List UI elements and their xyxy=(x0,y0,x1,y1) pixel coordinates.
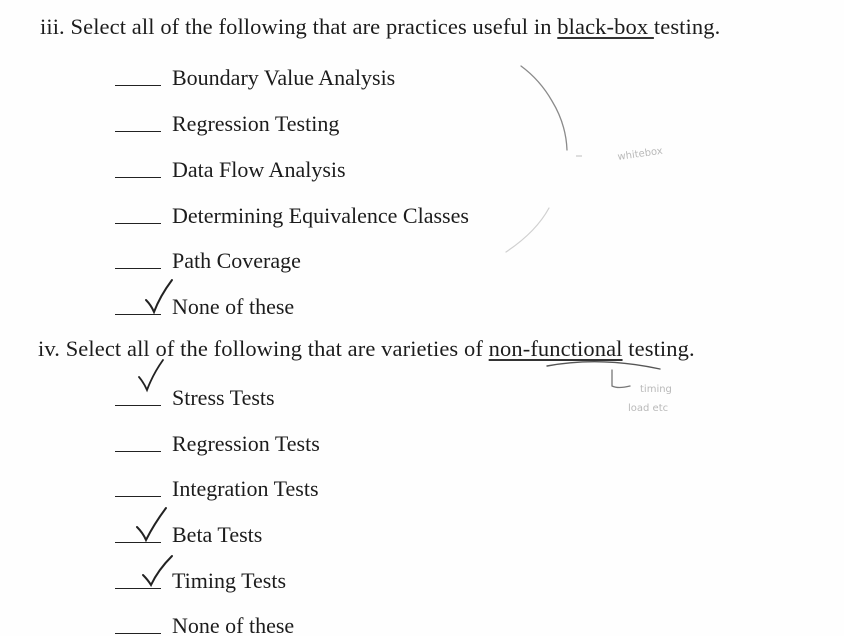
q4-option-regression-tests[interactable] xyxy=(115,426,320,456)
answer-blank[interactable] xyxy=(115,131,161,132)
question-iv-prompt xyxy=(38,336,695,362)
q3-option-path-coverage[interactable] xyxy=(115,243,301,273)
q3-option-equivalence-classes[interactable] xyxy=(115,198,469,228)
q4-option-stress-tests[interactable] xyxy=(115,380,275,410)
question-iii-prompt-start: iii. Select all of the following that are practices useful in xyxy=(40,14,558,39)
answer-blank[interactable] xyxy=(115,542,161,543)
option-label: None of these xyxy=(172,613,295,636)
option-label: Beta Tests xyxy=(172,522,263,547)
question-iv-underlined-term: non-functional xyxy=(488,336,623,361)
option-label: Stress Tests xyxy=(172,385,275,410)
option-label: Integration Tests xyxy=(172,476,319,501)
q4-option-timing-tests[interactable] xyxy=(115,563,286,593)
q4-option-beta-tests[interactable] xyxy=(115,517,262,547)
question-iv-prompt-end: testing. xyxy=(622,336,695,361)
option-label: Regression Tests xyxy=(172,431,320,456)
answer-blank[interactable] xyxy=(115,405,161,406)
option-label: Data Flow Analysis xyxy=(172,157,346,182)
pencil-underline-icon xyxy=(547,362,660,369)
option-label: Boundary Value Analysis xyxy=(172,65,396,90)
margin-note-whitebox: whitebox xyxy=(616,145,664,163)
question-iii-prompt xyxy=(40,14,720,40)
answer-blank[interactable] xyxy=(115,451,161,452)
answer-blank[interactable] xyxy=(115,496,161,497)
option-label: Determining Equivalence Classes xyxy=(172,203,469,228)
q4-option-integration-tests[interactable] xyxy=(115,471,319,501)
answer-blank[interactable] xyxy=(115,223,161,224)
question-iii-underlined-term: black-box xyxy=(557,14,654,39)
q3-option-boundary-value-analysis[interactable] xyxy=(115,60,395,90)
answer-blank[interactable] xyxy=(115,85,161,86)
q3-option-none-of-these[interactable] xyxy=(115,289,294,319)
answer-blank[interactable] xyxy=(115,177,161,178)
answer-blank[interactable] xyxy=(115,633,161,634)
q4-option-none-of-these[interactable] xyxy=(115,608,294,636)
option-label: Timing Tests xyxy=(172,568,287,593)
pencil-bracket-icon xyxy=(506,208,549,252)
pencil-bracket-icon xyxy=(521,66,567,150)
question-iii-prompt-end: testing. xyxy=(653,14,721,39)
q3-option-data-flow-analysis[interactable] xyxy=(115,152,346,182)
option-label: Path Coverage xyxy=(172,248,301,273)
margin-note-line-2: load etc xyxy=(628,403,669,414)
answer-blank[interactable] xyxy=(115,314,161,315)
option-label: Regression Testing xyxy=(172,111,340,136)
pencil-arrow-icon xyxy=(612,370,630,388)
question-iv-prompt-start: iv. Select all of the following that are varieties of xyxy=(38,336,489,361)
q3-option-regression-testing[interactable] xyxy=(115,106,339,136)
answer-blank[interactable] xyxy=(115,268,161,269)
option-label: None of these xyxy=(172,294,295,319)
margin-note-line-1: timing xyxy=(640,384,672,395)
answer-blank[interactable] xyxy=(115,588,161,589)
